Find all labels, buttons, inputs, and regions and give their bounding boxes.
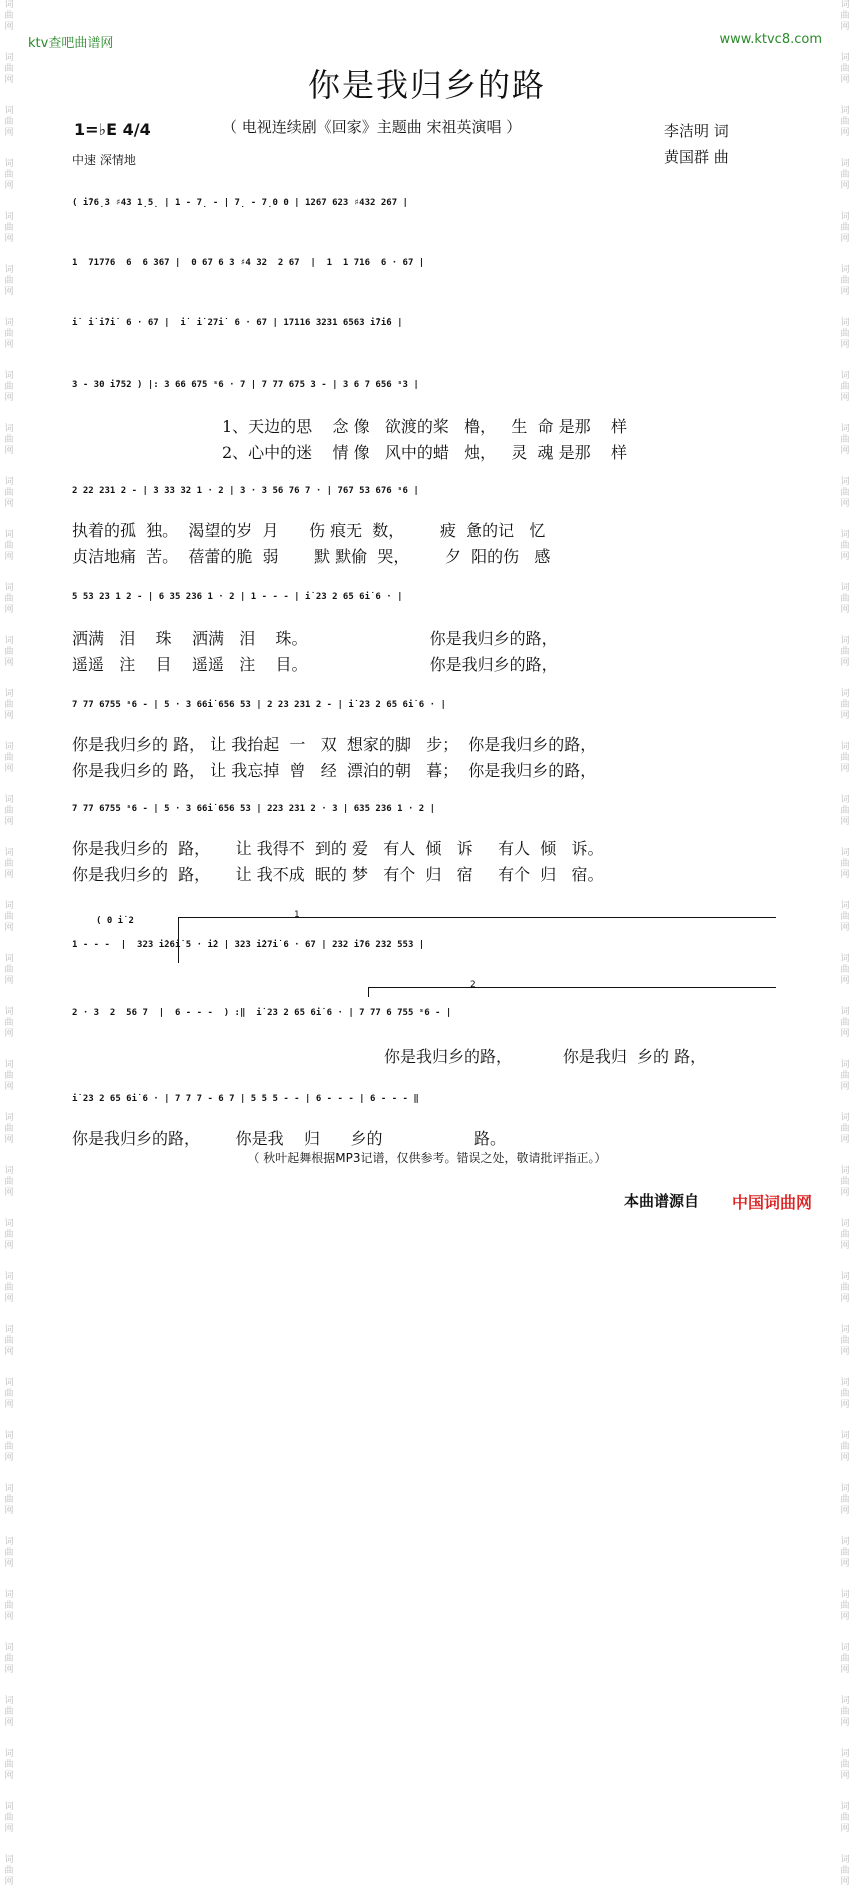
margin-watermark-glyph: 词 曲 网 (840, 1696, 850, 1728)
margin-watermark-glyph: 词 曲 网 (840, 0, 850, 32)
margin-watermark-glyph: 词 曲 网 (4, 636, 14, 668)
margin-watermark-glyph: 词 曲 网 (4, 1007, 14, 1039)
margin-watermark-glyph: 词 曲 网 (4, 1060, 14, 1092)
margin-watermark-glyph: 词 曲 网 (840, 795, 850, 827)
margin-watermark-glyph: 词 曲 网 (840, 477, 850, 509)
lyric-line-8b: 你是我归乡的 路， 让 我不成 眠的 梦 有个 归 宿 有个 归 宿。 (72, 865, 604, 884)
margin-watermark-glyph: 词 曲 网 (4, 1431, 14, 1463)
margin-watermark-glyph: 词 曲 网 (840, 1590, 850, 1622)
margin-watermark-glyph: 词 曲 网 (4, 1643, 14, 1675)
margin-watermark-glyph: 词 曲 网 (4, 689, 14, 721)
margin-watermark-glyph: 词 曲 网 (4, 1855, 14, 1887)
margin-watermark-glyph: 词 曲 网 (840, 1219, 850, 1251)
margin-watermark-glyph: 词 曲 网 (840, 159, 850, 191)
margin-watermark-glyph: 词 曲 网 (840, 106, 850, 138)
margin-watermark-glyph: 词 曲 网 (4, 1590, 14, 1622)
lyric-line-5b: 贞洁地痛 苦。 蓓蕾的脆 弱 默 默偷 哭， 夕 阳的伤 感 (72, 547, 551, 566)
score-line-3: i̇ i̇ i̇7i̇ 6 · 67 | i̇ i̇ 27i̇ 6 · 67 | 17116 3231 6563 i̇7i̇6 | (72, 318, 403, 328)
margin-watermark-glyph: 词 曲 网 (4, 848, 14, 880)
margin-watermark-glyph: 词 曲 网 (840, 530, 850, 562)
margin-watermark-glyph: 词 曲 网 (840, 1484, 850, 1516)
margin-watermark-glyph: 词 曲 网 (4, 424, 14, 456)
margin-watermark-glyph: 词 曲 网 (840, 901, 850, 933)
lyricist-credit: 李洁明 词 (664, 122, 729, 140)
margin-watermark-glyph: 词 曲 网 (4, 583, 14, 615)
margin-watermark-glyph: 词 曲 网 (4, 530, 14, 562)
margin-watermark-glyph: 词 曲 网 (840, 424, 850, 456)
margin-watermark-glyph: 词 曲 网 (4, 1166, 14, 1198)
lyric-line-7b: 你是我归乡的 路， 让 我忘掉 曾 经 漂泊的朝 暮； 你是我归乡的路， (72, 761, 597, 780)
margin-watermark-glyph: 词 曲 网 (840, 1113, 850, 1145)
margin-watermark-glyph: 词 曲 网 (4, 1219, 14, 1251)
margin-watermark-glyph: 词 曲 网 (4, 795, 14, 827)
margin-watermark-glyph: 词 曲 网 (4, 1113, 14, 1145)
key-signature: 1=♭E 4/4 (74, 120, 151, 139)
lyric-line-7a: 你是我归乡的 路， 让 我抬起 一 双 想家的脚 步； 你是我归乡的路， (72, 735, 597, 754)
volta-2-tick (368, 987, 369, 997)
margin-watermark-glyph: 词 曲 网 (840, 742, 850, 774)
lyric-line-6a: 洒满 泪 珠 洒满 泪 珠。 你是我归乡的路， (72, 629, 558, 648)
margin-watermark-glyph: 词 曲 网 (840, 1166, 850, 1198)
volta-2-bracket (368, 987, 776, 988)
footnote: （ 秋叶起舞根据MP3记谱，仅供参考。错误之处，敬请批评指正。） (247, 1151, 607, 1165)
lyric-line-8a: 你是我归乡的 路， 让 我得不 到的 爱 有人 倾 诉 有人 倾 诉。 (72, 839, 604, 858)
margin-watermark-glyph: 词 曲 网 (840, 1272, 850, 1304)
composer-credit: 黄国群 曲 (664, 148, 729, 166)
volta-2-number: 2 (470, 980, 476, 990)
margin-watermark-glyph: 词 曲 网 (4, 1696, 14, 1728)
watermark-right: www.ktvc8.com (719, 32, 822, 47)
margin-watermark-glyph: 词 曲 网 (840, 954, 850, 986)
margin-watermark-glyph: 词 曲 网 (840, 1325, 850, 1357)
margin-watermark-glyph: 词 曲 网 (4, 1378, 14, 1410)
margin-watermark-glyph: 词 曲 网 (840, 1802, 850, 1834)
margin-watermark-glyph: 词 曲 网 (4, 742, 14, 774)
margin-watermark-glyph: 词 曲 网 (4, 265, 14, 297)
margin-watermark-glyph: 词 曲 网 (4, 371, 14, 403)
score-line-1: ( i̇76̣3 ♯43 1̣5̣ | 1 - 7̣ - | 7̣ - 7̣0 0 | 1267 623 ♯432 267 | (72, 198, 408, 208)
margin-watermark-glyph: 词 曲 网 (840, 689, 850, 721)
margin-watermark-glyph: 词 曲 网 (4, 954, 14, 986)
margin-watermark-glyph: 词 曲 网 (840, 848, 850, 880)
margin-watermark-glyph: 词 曲 网 (840, 318, 850, 350)
volta-1-number: 1 (294, 910, 300, 920)
margin-watermark-glyph: 词 曲 网 (4, 477, 14, 509)
score-line-8: 7 77 6755 ˢ6 - | 5 · 3 66i̇ 656 53 | 223 231 2 · 3 | 635 236 1 · 2 | (72, 804, 436, 814)
margin-watermark-glyph: 词 曲 网 (840, 1855, 850, 1887)
score-line-2: 1 71776 6 6 367 | 0 67 6 3 ♯4 32 2 67 | 1 1 716 6 · 67 | (72, 258, 425, 268)
score-line-5: 2 22 231 2 - | 3 33 32 1 · 2 | 3 · 3 56 76 7 · | 767 53 676 ˢ6 | (72, 486, 419, 496)
margin-watermark-glyph: 词 曲 网 (4, 1484, 14, 1516)
score-line-11: i̇ 23 2 65 6i̇ 6 · | 7 7 7 - 6 7 | 5 5 5 - - | 6 - - - | 6 - - - ‖ (72, 1094, 419, 1104)
margin-watermark-glyph: 词 曲 网 (4, 159, 14, 191)
lyric-line-5a: 执着的孤 独。 渴望的岁 月 伤 痕无 数， 疲 惫的记 忆 (72, 521, 546, 540)
margin-watermark-glyph: 词 曲 网 (840, 1537, 850, 1569)
margin-watermark-glyph: 词 曲 网 (840, 1060, 850, 1092)
score-line-10: 2 · 3 2 56 7 | 6 - - - ) :‖ i̇ 23 2 65 6i̇ 6 · | 7 77 6 755 ˢ6 - | (72, 1008, 452, 1018)
margin-watermark-glyph: 词 曲 网 (840, 583, 850, 615)
margin-watermark-glyph: 词 曲 网 (4, 0, 14, 32)
margin-watermark-glyph: 词 曲 网 (4, 212, 14, 244)
score-line-7: 7 77 6755 ˢ6 - | 5 · 3 66i̇ 656 53 | 2 23 231 2 - | i̇ 23 2 65 6i̇ 6 · | (72, 700, 446, 710)
margin-watermark-glyph: 词 曲 网 (840, 1643, 850, 1675)
source-label: 本曲谱源自 (624, 1192, 700, 1210)
margin-watermark-glyph: 词 曲 网 (840, 212, 850, 244)
lyric-line-6b: 遥遥 注 目 遥遥 注 目。 你是我归乡的路， (72, 655, 558, 674)
margin-watermark-glyph: 词 曲 网 (840, 53, 850, 85)
margin-watermark-glyph: 词 曲 网 (840, 1007, 850, 1039)
margin-watermark-glyph: 词 曲 网 (840, 1749, 850, 1781)
song-title: 你是我归乡的路 (307, 66, 546, 104)
margin-watermark-glyph: 词 曲 网 (840, 636, 850, 668)
pickup-notes: ( 0 i̇ 2 (96, 916, 134, 926)
margin-watermark-glyph: 词 曲 网 (4, 901, 14, 933)
left-margin-watermark (0, 0, 18, 1887)
lyric-line-11: 你是我归乡的路， 你是我 归 乡的 路。 (72, 1129, 507, 1148)
margin-watermark-glyph: 词 曲 网 (4, 318, 14, 350)
lyric-line-10: 你是我归乡的路， 你是我归 乡的 路， (384, 1047, 707, 1066)
margin-watermark-glyph: 词 曲 网 (4, 1272, 14, 1304)
watermark-left: ktv查吧曲谱网 (28, 36, 114, 51)
margin-watermark-glyph: 词 曲 网 (840, 371, 850, 403)
right-margin-watermark (836, 0, 854, 1887)
song-subtitle: （ 电视连续剧《回家》主题曲 宋祖英演唱 ） (222, 118, 522, 136)
lyric-line-4a: 1、天边的思 念 像 欲渡的桨 橹， 生 命 是那 样 (222, 417, 627, 436)
source-site-link[interactable]: 中国词曲网 (732, 1193, 813, 1212)
margin-watermark-glyph: 词 曲 网 (4, 53, 14, 85)
margin-watermark-glyph: 词 曲 网 (4, 106, 14, 138)
tempo-marking: 中速 深情地 (72, 153, 136, 167)
margin-watermark-glyph: 词 曲 网 (4, 1325, 14, 1357)
score-line-6: 5 53 23 1 2 - | 6 35 236 1 · 2 | 1 - - - | i̇ 23 2 65 6i̇ 6 · | (72, 592, 403, 602)
score-line-4: 3 - 30 i̇752 ) |: 3 66 675 ˢ6 · 7 | 7 77 675 3 - | 3 6 7 656 ˢ3 | (72, 380, 419, 390)
margin-watermark-glyph: 词 曲 网 (4, 1802, 14, 1834)
margin-watermark-glyph: 词 曲 网 (4, 1749, 14, 1781)
margin-watermark-glyph: 词 曲 网 (840, 1431, 850, 1463)
margin-watermark-glyph: 词 曲 网 (840, 1378, 850, 1410)
margin-watermark-glyph: 词 曲 网 (840, 265, 850, 297)
score-line-9: 1 - - - | 323 i̇26i̇ 5 · i̇2 | 323 i̇27i̇ 6 · 67 | 232 i̇76 232 553 | (72, 940, 425, 950)
lyric-line-4b: 2、心中的迷 情 像 风中的蜡 烛， 灵 魂 是那 样 (222, 443, 627, 462)
margin-watermark-glyph: 词 曲 网 (4, 1537, 14, 1569)
